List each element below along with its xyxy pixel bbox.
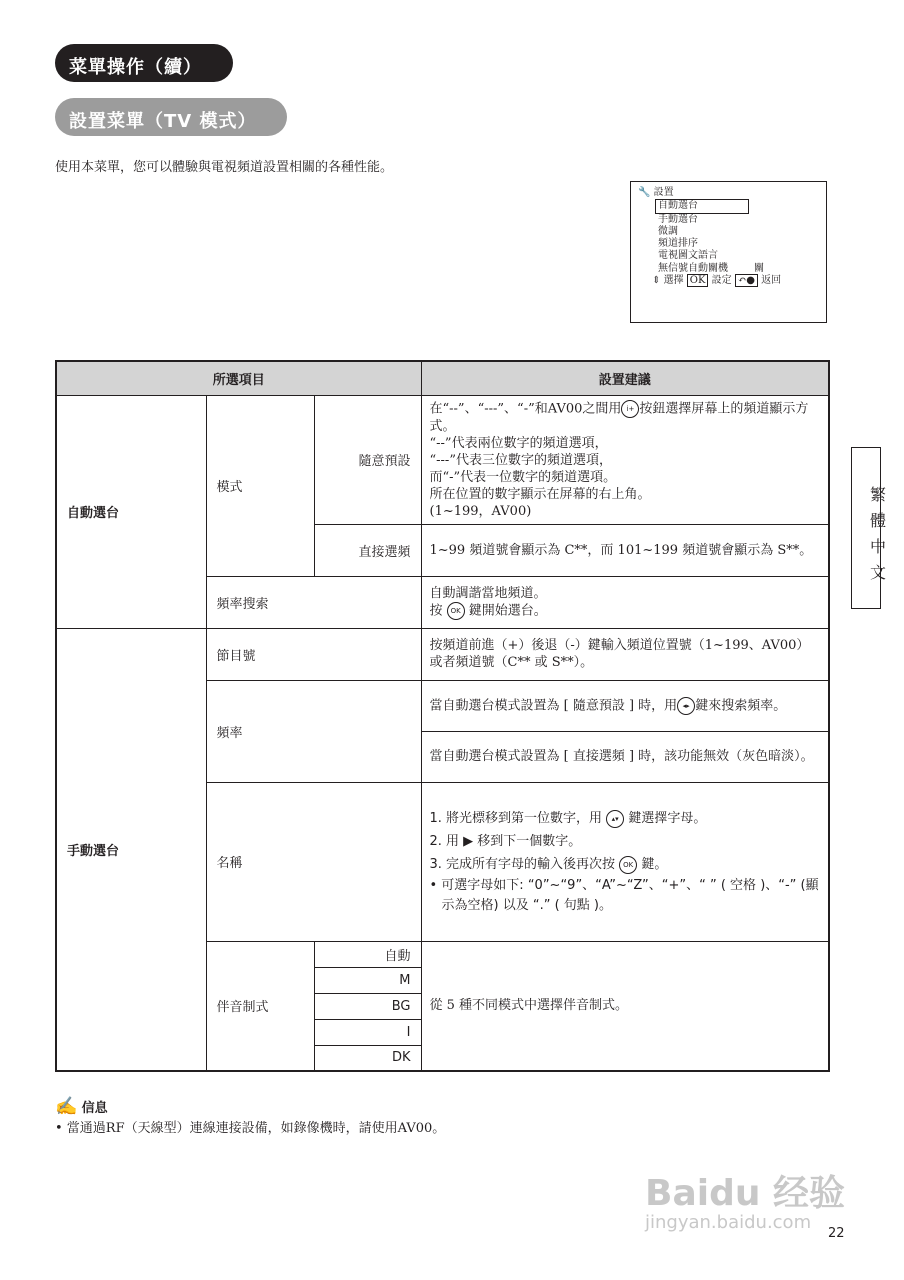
watermark-url: jingyan.baidu.com (645, 1212, 812, 1233)
header-item: 所選項目 (56, 361, 421, 395)
osd-title: 設置 (653, 187, 674, 198)
frequency-label: 頻率 (206, 680, 421, 782)
wrench-icon: 🔧 (638, 187, 651, 198)
osd-item: 頻道排序 (658, 238, 698, 250)
name-label: 名稱 (206, 782, 421, 941)
osd-back-label: 返回 (761, 275, 782, 287)
osd-item: 電視圖文語言 (658, 250, 718, 262)
direct-desc: 1~99 頻道號會顯示為 C**，而 101~199 頻道號會顯示為 S**。 (421, 524, 829, 576)
osd-item-value: 關 (754, 262, 764, 274)
sound-system-desc: 從 5 種不同模式中選擇伴音制式。 (421, 941, 829, 1071)
sound-option: BG (314, 993, 421, 1019)
name-desc: 1. 將光標移到第一位數字，用 ▴▾ 鍵選擇字母。 2. 用 ▶ 移到下一個數字。 3. 完成所有字母的輸入後再次按 OK 鍵。 • 可選字母如下: “0”~“9”、“A”~“Z”、“+”、“ ” ( 空格 )、“-” (顯示為空格) 以及 “.” ( 句點 )。 (421, 782, 829, 941)
auto-tuning-label: 自動選台 (56, 395, 206, 628)
note-pen-icon: ✍ (55, 1096, 78, 1117)
manual-tuning-label: 手動選台 (56, 628, 206, 1071)
random-preset-label: 隨意預設 (314, 395, 421, 524)
sound-option: I (314, 1019, 421, 1045)
osd-item-selected: 自動選台 (655, 199, 749, 213)
osd-menu-preview (630, 181, 827, 323)
sound-option: DK (314, 1045, 421, 1071)
random-preset-desc: 在“--”、“---”、“-”和AV00之間用 i+ 按鈕選擇屏幕上的頻道顯示方式。 “--”代表兩位數字的頻道選項， “---”代表三位數字的頻道選項， 而“-”代表一位數字的頻道選項。 所在位置的數字顯示在屏幕的右上角。 (1~199，AV00) (421, 395, 829, 524)
direct-label: 直接選頻 (314, 524, 421, 576)
up-down-button-icon: ▴▾ (606, 810, 624, 828)
sound-option: 自動 (314, 941, 421, 967)
osd-ok-key: OK (687, 274, 709, 287)
page-number: 22 (828, 1226, 845, 1241)
settings-table (55, 360, 830, 1072)
program-label: 節目號 (206, 628, 421, 680)
watermark-logo: Baidu 经验 (645, 1173, 846, 1214)
osd-item: 無信號自動關機 (658, 262, 728, 274)
ok-button-icon: OK (619, 856, 637, 874)
language-side-tab: 繁體中文 (851, 447, 881, 609)
freq-search-label: 頻率搜索 (206, 576, 421, 628)
osd-item: 手動選台 (658, 213, 698, 225)
note-text: • 當通過RF（天線型）連線連接設備，如錄像機時，請使用AV00。 (55, 1121, 446, 1136)
info-button-icon: i+ (621, 400, 639, 418)
osd-item: 微調 (658, 225, 678, 237)
left-right-button-icon: ◂▸ (677, 697, 695, 715)
sound-system-label: 伴音制式 (206, 941, 314, 1071)
info-note: ✍ 信息 • 當通過RF（天線型）連線連接設備，如錄像機時，請使用AV00。 (55, 1096, 446, 1136)
freq-search-desc: 自動調諧當地頻道。 按 OK 鍵開始選台。 (421, 576, 829, 628)
program-desc: 按頻道前進（+）後退（-）鍵輸入頻道位置號（1~199、AV00）或者頻道號（C** 或 S**）。 (421, 628, 829, 680)
frequency-desc-2: 當自動選台模式設置為 [ 直接選頻 ] 時，該功能無效（灰色暗淡）。 (421, 731, 829, 782)
osd-set-label: 設定 (711, 275, 732, 287)
ok-button-icon: OK (447, 602, 465, 620)
header-suggestion: 設置建議 (421, 361, 829, 395)
subsection-title: 設置菜單（TV 模式） (55, 98, 287, 136)
section-title: 菜單操作（續） (55, 44, 233, 82)
frequency-desc-1: 當自動選台模式設置為 [ 隨意預設 ] 時，用 ◂▸ 鍵來搜索頻率。 (421, 680, 829, 731)
sound-option: M (314, 967, 421, 993)
intro-text: 使用本菜單，您可以體驗與電視頻道設置相關的各種性能。 (55, 160, 394, 175)
mode-label: 模式 (206, 395, 314, 576)
osd-select-label: 選擇 (663, 275, 684, 287)
updown-icon: ⇕ (652, 275, 661, 287)
return-key-icon: ↶● (735, 274, 758, 287)
